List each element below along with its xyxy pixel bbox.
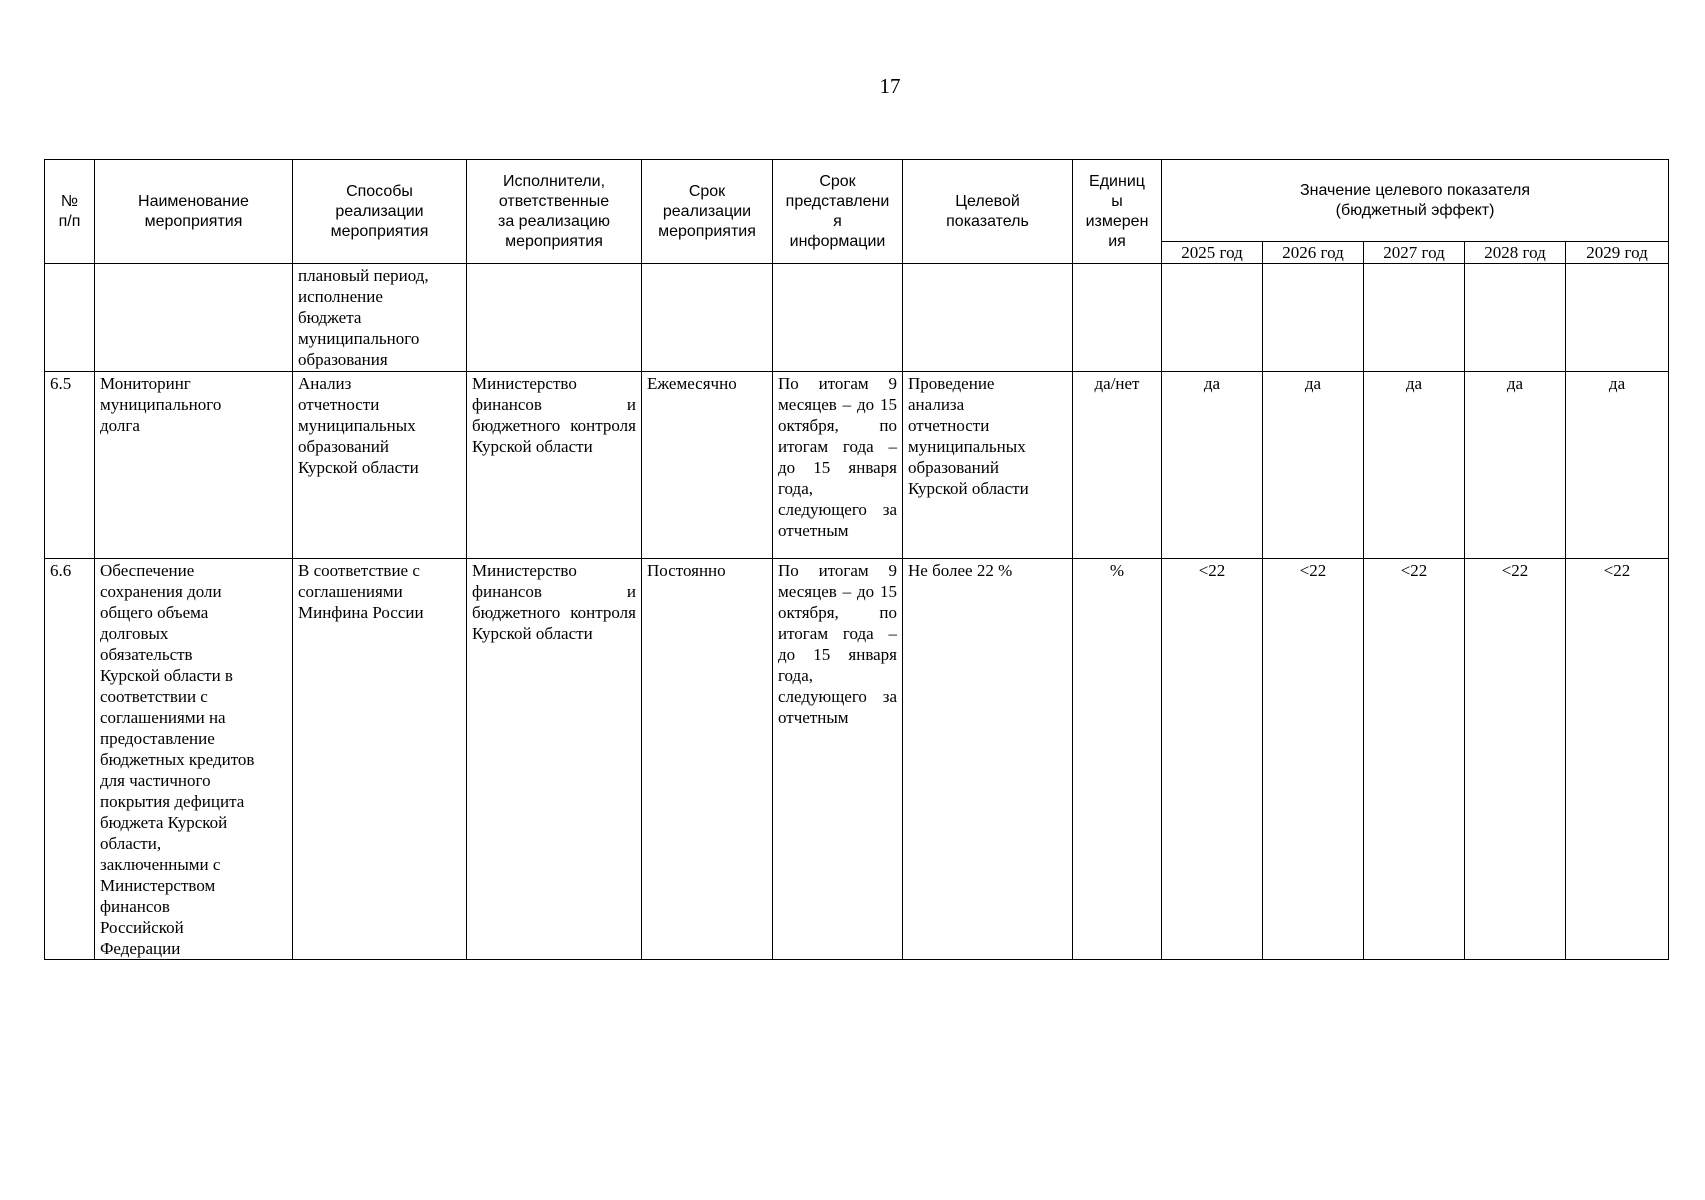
cell-name: Обеспечение сохранения доли общего объема долговых обязательств Курской области в соответствии с соглашениями на предоставление бюджетных кредитов для частичного покрытия дефицита бюджета Курской области, заключенными с Министерством финансов Российской Федерации [95, 559, 293, 960]
cell-value-2026 [1263, 264, 1364, 372]
cell-value-2026: да [1263, 372, 1364, 559]
cell-unit: % [1073, 559, 1162, 960]
cell-value-2029: <22 [1566, 559, 1669, 960]
header-year-2025: 2025 год [1162, 242, 1263, 264]
table-row [45, 559, 1669, 960]
header-year-2027: 2027 год [1364, 242, 1465, 264]
header-executors: Исполнители, ответственные за реализацию мероприятия [467, 160, 642, 264]
cell-num: 6.5 [45, 372, 95, 559]
header-report-term: Срок представлени я информации [773, 160, 903, 264]
cell-report-term: По итогам 9 месяцев – до 15 октября, по итогам года – до 15 января года, следующего за отчетным [773, 559, 903, 960]
cell-value-2027 [1364, 264, 1465, 372]
cell-num [45, 264, 95, 372]
cell-value-2028: да [1465, 372, 1566, 559]
cell-value-2027: да [1364, 372, 1465, 559]
cell-methods: В соответствие с соглашениями Минфина России [293, 559, 467, 960]
cell-target: Проведение анализа отчетности муниципальных образований Курской области [903, 372, 1073, 559]
cell-executors: Министерство финансов и бюджетного контроля Курской области [467, 372, 642, 559]
cell-unit [1073, 264, 1162, 372]
header-year-2029: 2029 год [1566, 242, 1669, 264]
cell-name: Мониторинг муниципального долга [95, 372, 293, 559]
cell-value-2029: да [1566, 372, 1669, 559]
header-methods: Способы реализации мероприятия [293, 160, 467, 264]
header-num: № п/п [45, 160, 95, 264]
cell-report-term [773, 264, 903, 372]
cell-value-2029 [1566, 264, 1669, 372]
cell-methods: плановый период, исполнение бюджета муниципального образования [293, 264, 467, 372]
table-row [45, 372, 1669, 559]
header-year-2026: 2026 год [1263, 242, 1364, 264]
cell-unit: да/нет [1073, 372, 1162, 559]
cell-value-2025 [1162, 264, 1263, 372]
header-name: Наименование мероприятия [95, 160, 293, 264]
cell-target: Не более 22 % [903, 559, 1073, 960]
table-row [45, 264, 1669, 372]
header-unit: Единиц ы измерен ия [1073, 160, 1162, 264]
cell-value-2028 [1465, 264, 1566, 372]
cell-value-2026: <22 [1263, 559, 1364, 960]
measures-table [44, 159, 1669, 960]
cell-name [95, 264, 293, 372]
cell-target [903, 264, 1073, 372]
header-term: Срок реализации мероприятия [642, 160, 773, 264]
page-number: 17 [879, 74, 901, 98]
cell-methods: Анализ отчетности муниципальных образований Курской области [293, 372, 467, 559]
cell-executors: Министерство финансов и бюджетного контроля Курской области [467, 559, 642, 960]
cell-report-term: По итогам 9 месяцев – до 15 октября, по итогам года – до 15 января года, следующего за отчетным [773, 372, 903, 559]
cell-num: 6.6 [45, 559, 95, 960]
header-year-2028: 2028 год [1465, 242, 1566, 264]
cell-term [642, 264, 773, 372]
cell-value-2025: да [1162, 372, 1263, 559]
cell-value-2028: <22 [1465, 559, 1566, 960]
cell-value-2027: <22 [1364, 559, 1465, 960]
cell-value-2025: <22 [1162, 559, 1263, 960]
header-value-group: Значение целевого показателя (бюджетный эффект) [1162, 160, 1669, 242]
cell-term: Постоянно [642, 559, 773, 960]
cell-executors [467, 264, 642, 372]
cell-term: Ежемесячно [642, 372, 773, 559]
header-target: Целевой показатель [903, 160, 1073, 264]
